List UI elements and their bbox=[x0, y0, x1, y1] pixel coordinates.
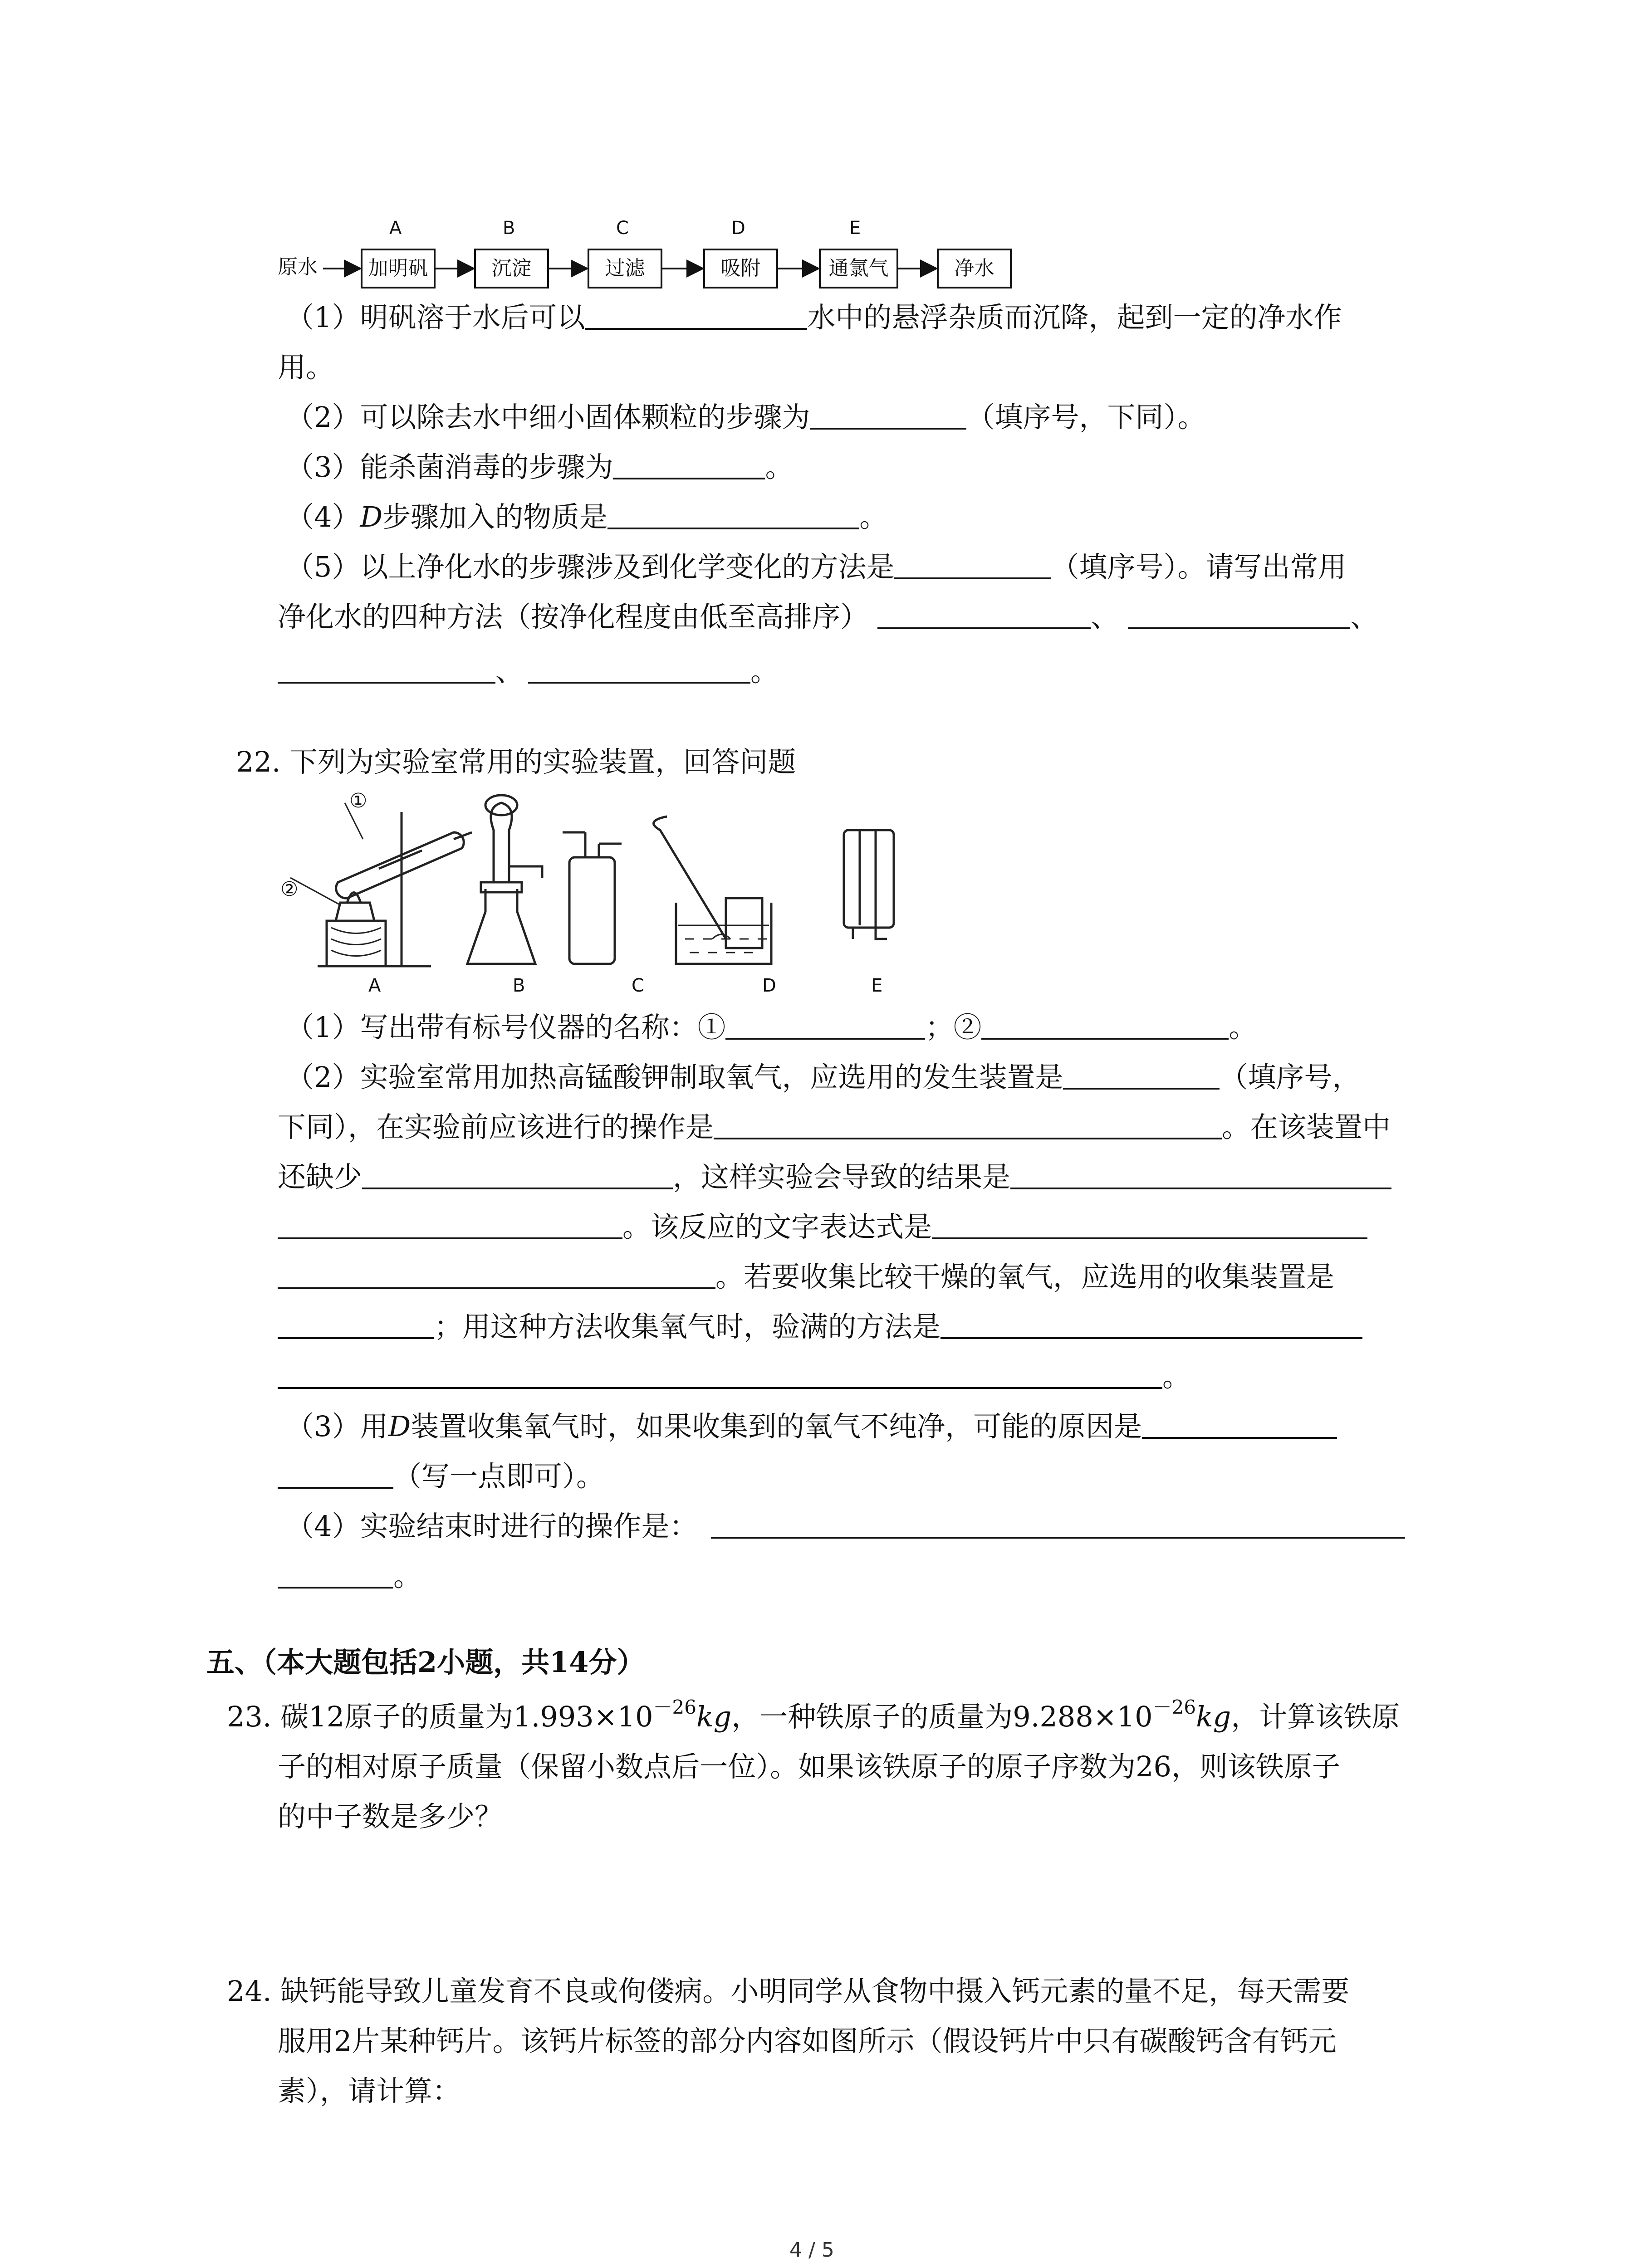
answer-blank[interactable] bbox=[725, 1011, 925, 1040]
answer-blank[interactable] bbox=[981, 1011, 1229, 1040]
q24-line2: 服用2片某种钙片。该钙片标签的部分内容如图所示（假设钙片中只有碳酸钙含有钙元 bbox=[278, 2024, 1337, 2058]
q21-part5-line1: （5）以上净化水的步骤涉及到化学变化的方法是 （填序号）。请写出常用 bbox=[286, 550, 1347, 583]
q21-part5-line3: 、 。 bbox=[278, 653, 779, 689]
q22-part2-line2: 下同），在实验前应该进行的操作是 。在该装置中 bbox=[278, 1110, 1391, 1144]
apparatus-a bbox=[290, 803, 472, 966]
q22-part3-line1: （3）用D装置收集氧气时，如果收集到的氧气不纯净，可能的原因是 bbox=[286, 1408, 1337, 1445]
flow-step-d: 吸附 bbox=[703, 249, 778, 288]
answer-blank[interactable] bbox=[894, 550, 1051, 579]
answer-blank[interactable] bbox=[613, 450, 765, 479]
q22-part2-line4: 。该反应的文字表达式是 bbox=[278, 1209, 1367, 1245]
q22-part4-line1: （4）实验结束时进行的操作是： bbox=[286, 1508, 1405, 1545]
q23-line1: 23. 碳12原子的质量为$1.993\times 10^{-26}kg$，一种铁原子的质量为$9.288\times 10^{-26}kg$，计算该铁原 bbox=[227, 1696, 1400, 1733]
q21-part3: （3）能杀菌消毒的步骤为 。 bbox=[286, 450, 794, 484]
flow-letter-b: B bbox=[503, 218, 515, 239]
q21-part1-line1: （1）明矾溶于水后可以 水中的悬浮杂质而沉降，起到一定的净水作 bbox=[286, 301, 1342, 334]
flow-step-b: 沉淀 bbox=[474, 249, 549, 288]
q24-line3: 素），请计算： bbox=[278, 2074, 461, 2107]
apparatus-b bbox=[467, 795, 542, 964]
q21-part1-line2: 用。 bbox=[278, 351, 334, 384]
q23-line3: 的中子数是多少？ bbox=[278, 1800, 503, 1833]
answer-blank[interactable] bbox=[607, 500, 859, 529]
q24-line1: 24. 缺钙能导致儿童发育不良或佝偻病。小明同学从食物中摄入钙元素的量不足，每天需要 bbox=[227, 1975, 1350, 2008]
apparatus-e bbox=[844, 830, 894, 939]
apparatus-c bbox=[563, 832, 622, 964]
flow-start-label: 原水 bbox=[278, 255, 318, 279]
apparatus-label-b: B bbox=[513, 975, 525, 996]
q22-part3-line2: （写一点即可）。 bbox=[278, 1458, 604, 1495]
q22-part2-line3: 还缺少 ，这样实验会导致的结果是 bbox=[278, 1159, 1391, 1195]
apparatus-drawing bbox=[272, 789, 930, 980]
q22-part2-line6: ；用这种方法收集氧气时，验满的方法是 bbox=[278, 1309, 1362, 1345]
answer-blank[interactable] bbox=[941, 1310, 1362, 1339]
flow-step-e: 通氯气 bbox=[819, 249, 898, 288]
marker-2: ② bbox=[280, 878, 299, 901]
flow-letter-e: E bbox=[849, 218, 861, 239]
answer-blank[interactable] bbox=[877, 600, 1091, 629]
flow-step-a: 加明矾 bbox=[361, 249, 436, 288]
answer-blank[interactable] bbox=[711, 1510, 1405, 1539]
answer-blank[interactable] bbox=[1010, 1160, 1391, 1189]
answer-blank[interactable] bbox=[278, 1559, 393, 1589]
answer-blank[interactable] bbox=[278, 1460, 393, 1489]
q22-part2-line5: 。若要收集比较干燥的氧气，应选用的收集装置是 bbox=[278, 1259, 1334, 1295]
q21-part5-line2: 净化水的四种方法（按净化程度由低至高排序） 、 、 bbox=[278, 600, 1379, 633]
answer-blank[interactable] bbox=[585, 301, 807, 330]
section-5-heading: 五、（本大题包括2小题，共14分） bbox=[206, 1646, 645, 1679]
answer-blank[interactable] bbox=[362, 1160, 673, 1189]
answer-blank[interactable] bbox=[278, 655, 495, 684]
q22-part1: （1）写出带有标号仪器的名称：① ；② 。 bbox=[286, 1011, 1257, 1044]
q21-part2: （2）可以除去水中细小固体颗粒的步骤为 （填序号，下同）。 bbox=[286, 401, 1206, 434]
answer-blank[interactable] bbox=[932, 1210, 1367, 1239]
flow-letter-d: D bbox=[731, 218, 745, 239]
page-number: 4 / 5 bbox=[789, 2239, 834, 2262]
flow-letter-a: A bbox=[389, 218, 402, 239]
apparatus-d bbox=[654, 816, 771, 964]
marker-1: ① bbox=[349, 789, 367, 812]
q22-part4-line2: 。 bbox=[278, 1558, 421, 1594]
q21-part4: （4）D步骤加入的物质是 。 bbox=[286, 500, 888, 533]
answer-blank[interactable] bbox=[278, 1310, 434, 1339]
apparatus-label-d: D bbox=[762, 975, 776, 996]
answer-blank[interactable] bbox=[278, 1210, 622, 1239]
answer-blank[interactable] bbox=[1142, 1410, 1337, 1439]
answer-blank[interactable] bbox=[278, 1260, 715, 1289]
q22-title: 22. 下列为实验室常用的实验装置，回答问题 bbox=[236, 745, 796, 778]
flow-letter-c: C bbox=[616, 218, 629, 239]
answer-blank[interactable] bbox=[1128, 600, 1350, 629]
answer-blank[interactable] bbox=[810, 401, 966, 430]
q22-part2-line1: （2）实验室常用加热高锰酸钾制取氧气，应选用的发生装置是 （填序号， bbox=[286, 1061, 1361, 1094]
flow-end: 净水 bbox=[937, 249, 1012, 288]
q23-line2: 子的相对原子质量（保留小数点后一位）。如果该铁原子的原子序数为26，则该铁原子 bbox=[278, 1750, 1340, 1783]
answer-blank[interactable] bbox=[528, 655, 750, 684]
flow-step-c: 过滤 bbox=[588, 249, 662, 288]
answer-blank[interactable] bbox=[278, 1360, 1162, 1389]
answer-blank[interactable] bbox=[1063, 1061, 1220, 1090]
apparatus-label-c: C bbox=[632, 975, 644, 996]
apparatus-label-e: E bbox=[871, 975, 883, 996]
answer-blank[interactable] bbox=[714, 1110, 1222, 1139]
q22-part2-line7: 。 bbox=[278, 1359, 1190, 1395]
apparatus-label-a: A bbox=[368, 975, 381, 996]
